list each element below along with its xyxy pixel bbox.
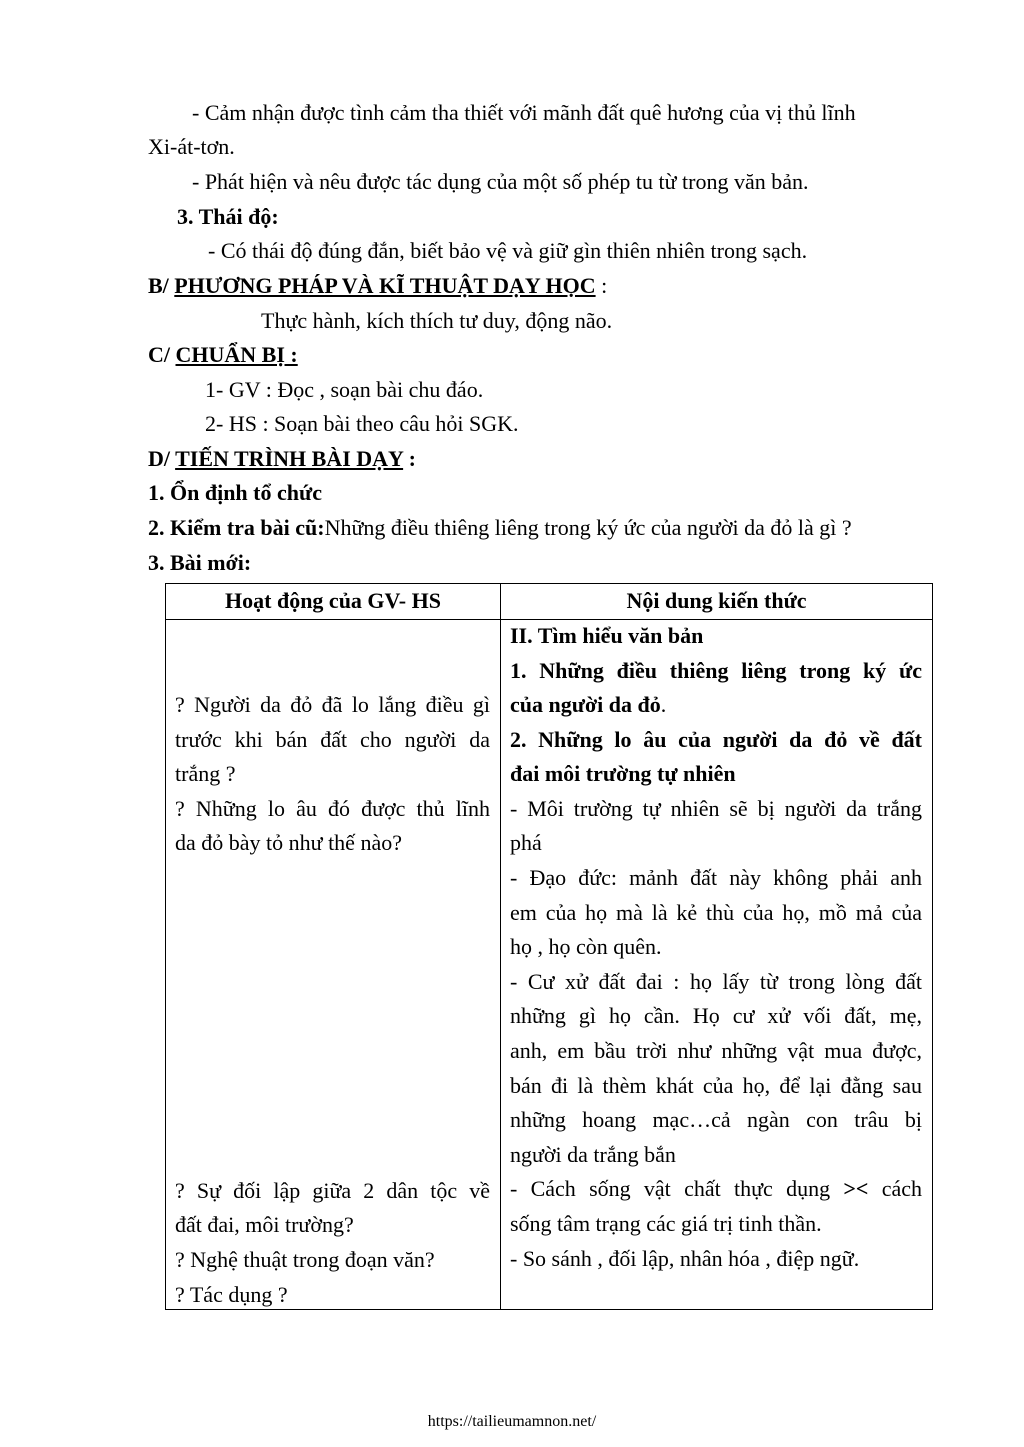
question-line: ? Nghệ thuật trong đoạn văn?	[175, 1247, 435, 1272]
question-line: trước khi bán đất cho người da	[175, 727, 490, 752]
content-line: phá	[510, 830, 542, 855]
step-2-text: Những điều thiêng liêng trong ký ức của người da đỏ là gì ?	[324, 515, 852, 540]
section-d-title: TIẾN TRÌNH BÀI DẠY	[175, 446, 404, 471]
section-b-prefix: B/	[148, 273, 175, 298]
content-heading: 2. Những lo âu của người da đỏ về đất	[510, 727, 922, 752]
question-line: ? Những lo âu đó được thủ lĩnh	[175, 796, 490, 821]
content-line	[510, 1176, 922, 1202]
content-line: - Cư xử đất đai : họ lấy từ trong lòng đất	[510, 969, 922, 994]
section-b-title: PHƯƠNG PHÁP VÀ KĨ THUẬT DẠY HỌC	[174, 273, 596, 298]
attitude-line: - Có thái độ đúng đắn, biết bảo vệ và giữ gìn thiên nhiên trong sạch.	[208, 238, 808, 263]
step-2-label: 2. Kiểm tra bài cũ:	[148, 515, 325, 540]
section-b-content: Thực hành, kích thích tư duy, động não.	[261, 308, 613, 333]
table-header-content: Nội dung kiến thức	[501, 584, 933, 620]
lesson-table	[165, 583, 933, 1310]
content-line: em của họ mà là kẻ thù của họ, mồ mả của	[510, 900, 922, 925]
content-line: sống tâm trạng các giá trị tinh thần.	[510, 1211, 822, 1236]
content-heading	[510, 692, 922, 718]
section-c-item: 1- GV : Đọc , soạn bài chu đáo.	[205, 377, 484, 402]
section-c-title: CHUẨN BỊ :	[175, 342, 298, 367]
content-cell	[501, 620, 932, 1309]
section-b-suffix: :	[595, 273, 608, 298]
step-1: 1. Ổn định tổ chức	[148, 480, 322, 505]
section-d-prefix: D/	[148, 446, 176, 471]
content-heading: II. Tìm hiểu văn bản	[510, 623, 704, 648]
question-line: da đỏ bày tỏ như thế nào?	[175, 830, 402, 855]
step-2	[148, 515, 852, 541]
table-header-activities: Hoạt động của GV- HS	[166, 584, 501, 620]
content-line: những gì họ cần. Họ cư xử vối đất, mẹ,	[510, 1003, 922, 1028]
content-line-part: cách	[868, 1176, 922, 1201]
content-line: - Đạo đức: mảnh đất này không phải anh	[510, 865, 922, 890]
content-heading-part: của người da đỏ	[510, 692, 661, 717]
contrast-symbol: ><	[843, 1176, 869, 1201]
question-line: đất đai, môi trường?	[175, 1212, 354, 1237]
content-heading: đai môi trường tự nhiên	[510, 761, 736, 786]
step-3: 3. Bài mới:	[148, 550, 252, 575]
content-line: người da trắng bắn	[510, 1142, 676, 1167]
content-line: - So sánh , đối lập, nhân hóa , điệp ngữ.	[510, 1246, 860, 1271]
attitude-heading: 3. Thái độ:	[177, 204, 279, 229]
section-d-suffix: :	[403, 446, 416, 471]
content-heading: 1. Những điều thiêng liêng trong ký ức	[510, 658, 922, 683]
objective-line-1-cont: Xi-át-tơn.	[148, 134, 235, 159]
content-line: - Môi trường tự nhiên sẽ bị người da trắng	[510, 796, 922, 821]
question-line: ? Sự đối lập giữa 2 dân tộc về	[175, 1178, 490, 1203]
question-line: ? Người da đỏ đã lo lắng điều gì	[175, 692, 490, 717]
content-line: bán đi là thèm khát của họ, để lại đằng sau	[510, 1073, 922, 1098]
section-d-heading	[148, 446, 416, 472]
content-heading-tail: .	[660, 692, 667, 717]
section-b-heading	[148, 273, 607, 299]
activities-cell	[166, 620, 500, 1309]
question-line: trắng ?	[175, 761, 236, 786]
content-line: những hoang mạc…cả ngàn con trâu bị	[510, 1107, 922, 1132]
question-line: ? Tác dụng ?	[175, 1282, 288, 1307]
section-c-heading	[148, 342, 298, 368]
objective-line-1: - Cảm nhận được tình cảm tha thiết với mãnh đất quê hương của vị thủ lĩnh	[192, 100, 856, 125]
content-line-part: - Cách sống vật chất thực dụng	[510, 1176, 844, 1201]
section-c-item: 2- HS : Soạn bài theo câu hỏi SGK.	[205, 411, 519, 436]
footer-url[interactable]: https://tailieumamnon.net/	[427, 1413, 597, 1430]
section-c-prefix: C/	[148, 342, 176, 367]
objective-line-2: - Phát hiện và nêu được tác dụng của một số phép tu từ trong văn bản.	[192, 169, 809, 194]
content-line: anh, em bầu trời như những vật mua được,	[510, 1038, 922, 1063]
content-line: họ , họ còn quên.	[510, 934, 662, 959]
